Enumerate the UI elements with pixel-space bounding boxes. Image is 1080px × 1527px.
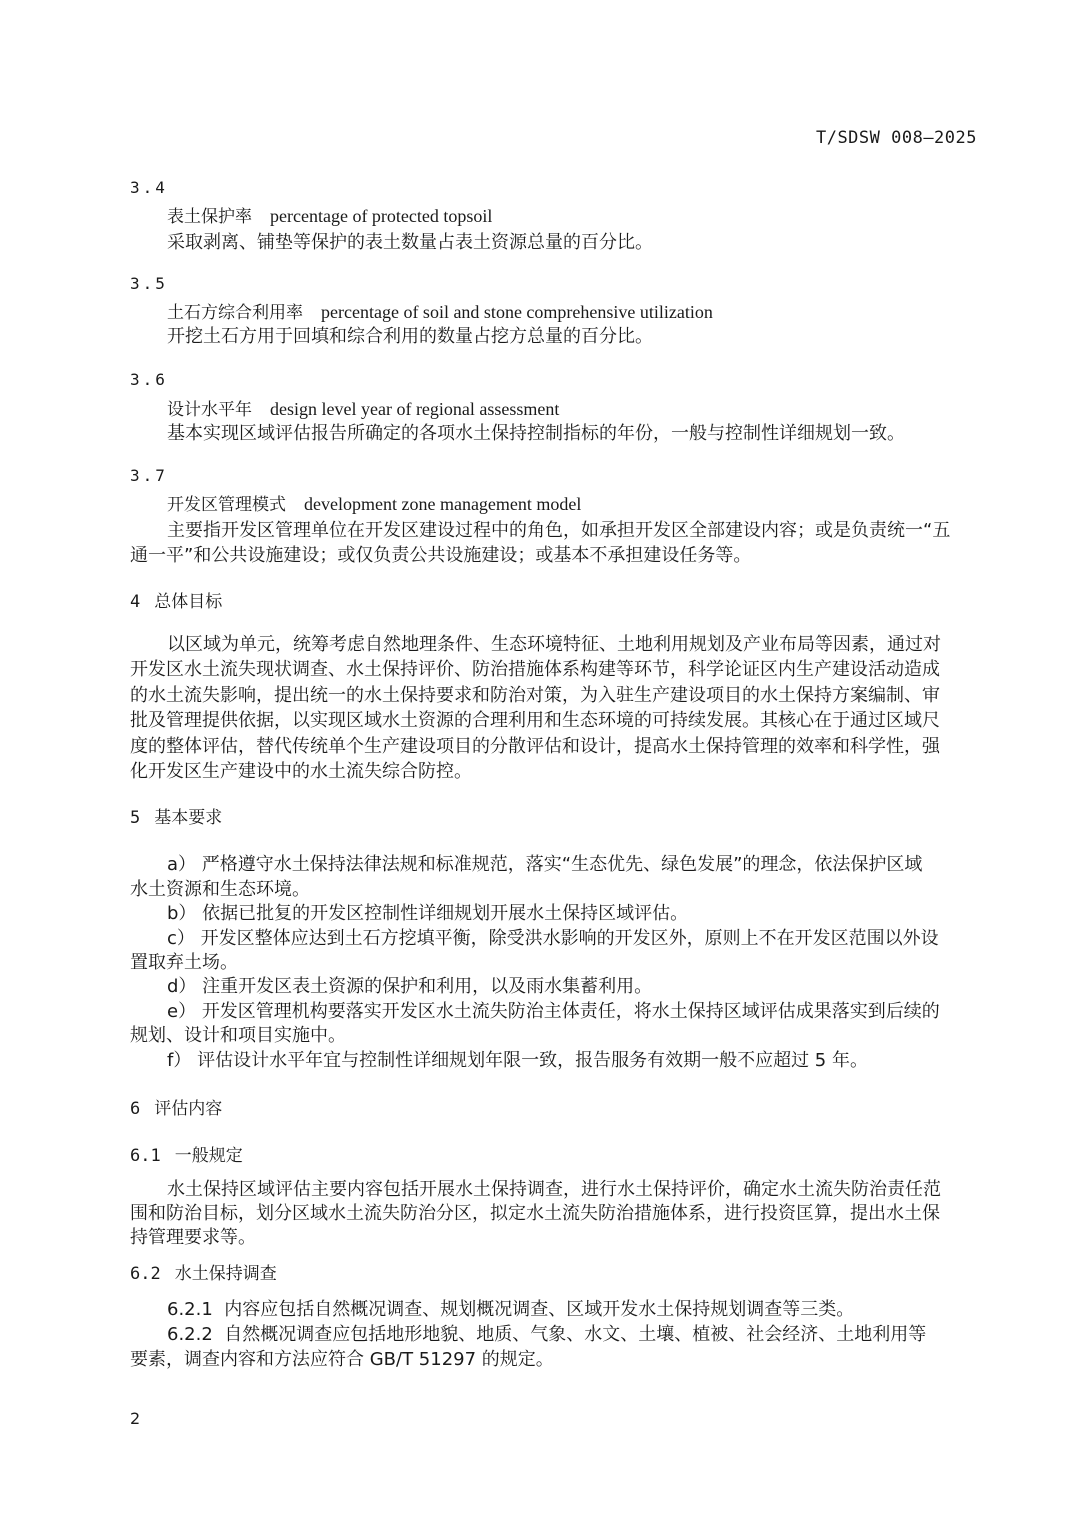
clause-line: 6.2.2 自然概况调查应包括地形地貌、地质、气象、水文、土壤、植被、社会经济、土地利用等 xyxy=(167,1324,927,1345)
list-item: b） 依据已批复的开发区控制性详细规划开展水土保持区域评估。 xyxy=(167,903,689,924)
subsection-number: 6.1 xyxy=(130,1146,161,1166)
list-item: c） 开发区整体应达到土石方挖填平衡，除受洪水影响的开发区外，原则上不在开发区范围以外设 xyxy=(167,928,939,949)
term-en: percentage of protected topsoil xyxy=(270,206,493,226)
paragraph-line: 围和防治目标，划分区域水土流失防治分区，拟定水土流失防治措施体系，进行投资匡算，提出水土保 xyxy=(130,1203,940,1224)
list-item-continuation: 水土资源和生态环境。 xyxy=(130,879,310,900)
definition-text: 主要指开发区管理单位在开发区建设过程中的角色，如承担开发区全部建设内容；或是负责统一“五 xyxy=(167,520,951,541)
term-en: development zone management model xyxy=(304,494,582,514)
subsection-heading xyxy=(130,1141,243,1166)
section-heading xyxy=(130,803,222,828)
subsection-heading xyxy=(130,1259,277,1284)
item-label: a） xyxy=(167,854,197,875)
item-label: d） xyxy=(167,976,197,997)
term-entry xyxy=(167,490,581,515)
paragraph-line: 开发区水土流失现状调查、水土保持评价、防治措施体系构建等环节，科学论证区内生产建设活动造成 xyxy=(130,659,940,680)
list-item-continuation: 规划、设计和项目实施中。 xyxy=(130,1025,346,1046)
item-label: b） xyxy=(167,903,197,924)
list-item: d） 注重开发区表土资源的保护和利用，以及雨水集蓄利用。 xyxy=(167,976,653,997)
page-number: 2 xyxy=(130,1409,141,1428)
item-label: e） xyxy=(167,1001,197,1022)
definition-text: 基本实现区域评估报告所确定的各项水土保持控制指标的年份，一般与控制性详细规划一致。 xyxy=(167,423,905,444)
definition-text: 采取剥离、铺垫等保护的表土数量占表土资源总量的百分比。 xyxy=(167,232,653,253)
list-item: f） 评估设计水平年宜与控制性详细规划年限一致，报告服务有效期一般不应超过 5 年。 xyxy=(167,1050,868,1071)
section-number: 4 xyxy=(130,592,141,612)
section-title: 总体目标 xyxy=(154,592,223,612)
term-en: percentage of soil and stone comprehensive utilization xyxy=(321,302,713,322)
section-heading xyxy=(130,587,222,612)
clause-number: 3.6 xyxy=(130,370,168,389)
clause-number: 3.7 xyxy=(130,466,168,485)
list-item: a） 严格遵守水土保持法律法规和标准规范，落实“生态优先、绿色发展”的理念，依法保护区域 xyxy=(167,854,923,875)
paragraph-line: 水土保持区域评估主要内容包括开展水土保持调查，进行水土保持评价，确定水土流失防治责任范 xyxy=(167,1179,941,1200)
list-item-continuation: 置取弃土场。 xyxy=(130,952,238,973)
term-zh: 土石方综合利用率 xyxy=(167,303,303,323)
section-number: 5 xyxy=(130,808,141,828)
paragraph-line: 持管理要求等。 xyxy=(130,1227,256,1248)
clause-number: 3.4 xyxy=(130,178,168,197)
term-zh: 开发区管理模式 xyxy=(167,495,286,515)
document-code: T/SDSW 008—2025 xyxy=(815,128,977,148)
paragraph-line: 以区域为单元，统筹考虑自然地理条件、生态环境特征、土地利用规划及产业布局等因素，通过对 xyxy=(167,634,941,655)
definition-text: 开挖土石方用于回填和综合利用的数量占挖方总量的百分比。 xyxy=(167,326,653,347)
paragraph-line: 度的整体评估，替代传统单个生产建设项目的分散评估和设计，提高水土保持管理的效率和科学性，强 xyxy=(130,736,940,757)
subsection-number: 6.2 xyxy=(130,1264,161,1284)
item-label: f） xyxy=(167,1050,192,1071)
clause-continuation: 要素，调查内容和方法应符合 GB/T 51297 的规定。 xyxy=(130,1349,554,1370)
paragraph-line: 批及管理提供依据，以实现区域水土资源的合理利用和生态环境的可持续发展。其核心在于通过区域尺 xyxy=(130,710,940,731)
term-en: design level year of regional assessment xyxy=(270,399,560,419)
term-entry xyxy=(167,298,713,323)
clause-number: 6.2.1 xyxy=(167,1299,213,1320)
subsection-title: 一般规定 xyxy=(174,1146,243,1166)
section-title: 基本要求 xyxy=(154,808,223,828)
definition-text: 通一平”和公共设施建设；或仅负责公共设施建设；或基本不承担建设任务等。 xyxy=(130,545,752,566)
clause-number: 3.5 xyxy=(130,274,168,293)
item-label: c） xyxy=(167,928,195,949)
term-entry xyxy=(167,395,559,420)
section-title: 评估内容 xyxy=(154,1099,223,1119)
section-number: 6 xyxy=(130,1099,141,1119)
paragraph-line: 的水土流失影响，提出统一的水土保持要求和防治对策，为入驻生产建设项目的水土保持方案编制、审 xyxy=(130,685,940,706)
section-heading xyxy=(130,1094,222,1119)
term-zh: 设计水平年 xyxy=(167,400,252,420)
paragraph-line: 化开发区生产建设中的水土流失综合防控。 xyxy=(130,761,472,782)
subsection-title: 水土保持调查 xyxy=(174,1264,277,1284)
clause-line: 6.2.1 内容应包括自然概况调查、规划概况调查、区域开发水土保持规划调查等三类。 xyxy=(167,1299,855,1320)
term-entry xyxy=(167,202,492,227)
clause-number: 6.2.2 xyxy=(167,1324,213,1345)
term-zh: 表土保护率 xyxy=(167,207,252,227)
list-item: e） 开发区管理机构要落实开发区水土流失防治主体责任，将水土保持区域评估成果落实到后续的 xyxy=(167,1001,940,1022)
